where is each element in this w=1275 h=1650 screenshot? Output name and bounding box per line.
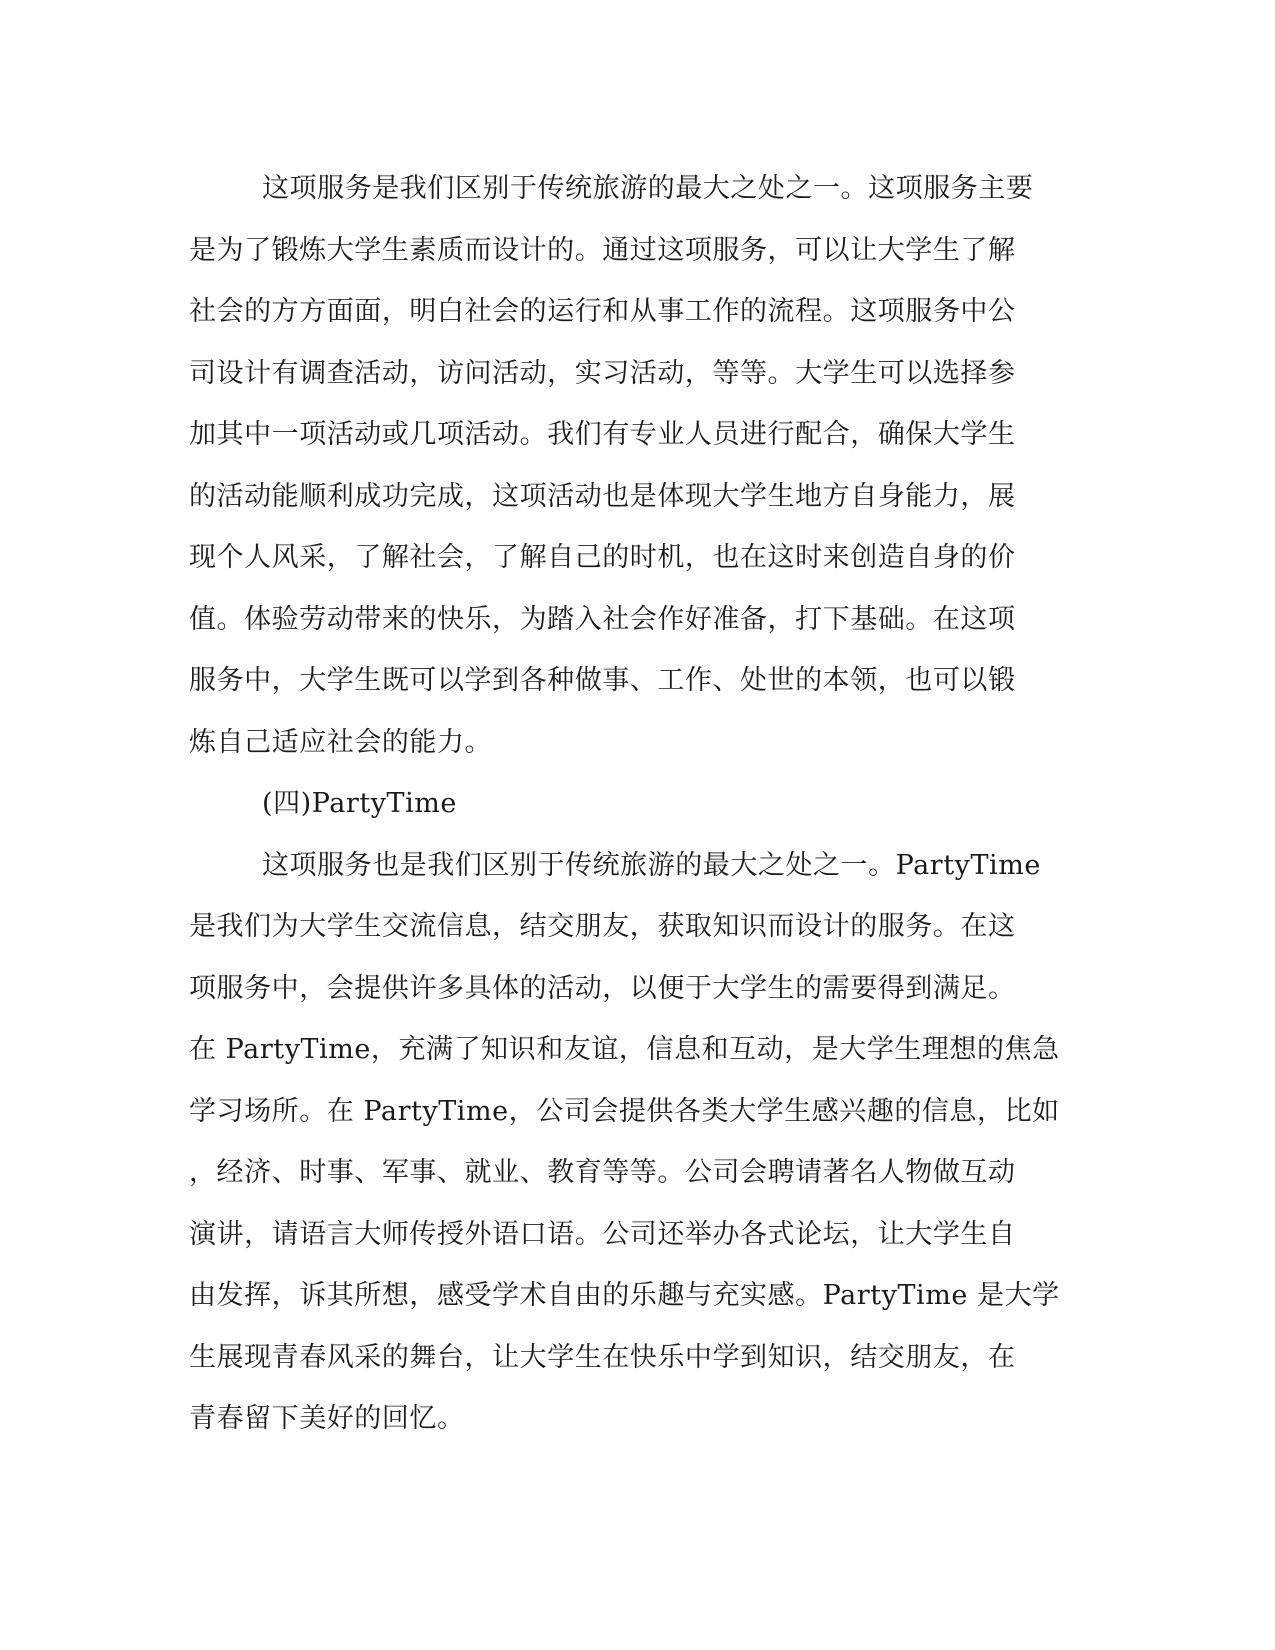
paragraph-line: 这项服务也是我们区别于传统旅游的最大之处之一。PartyTime <box>262 849 1041 881</box>
paragraph-line: 由发挥，诉其所想，感受学术自由的乐趣与充实感。PartyTime 是大学 <box>189 1280 1060 1311</box>
section-heading: (四)PartyTime <box>262 788 457 819</box>
paragraph-line: 司设计有调查活动，访问活动，实习活动，等等。大学生可以选择参 <box>189 357 1016 389</box>
paragraph-line: 生展现青春风采的舞台，让大学生在快乐中学到知识，结交朋友，在 <box>189 1341 1016 1373</box>
paragraph-line: 服务中，大学生既可以学到各种做事、工作、处世的本领，也可以锻 <box>189 665 1016 696</box>
paragraph-line: 现个人风采，了解社会，了解自己的时机，也在这时来创造自身的价 <box>189 542 1016 573</box>
paragraph-line: 演讲，请语言大师传授外语口语。公司还举办各式论坛，让大学生自 <box>189 1218 1016 1250</box>
paragraph-2 <box>189 835 1074 1450</box>
paragraph-line: ，经济、时事、军事、就业、教育等等。公司会聘请著名人物做互动 <box>189 1157 1016 1188</box>
paragraph-line: 学习场所。在 PartyTime，公司会提供各类大学生感兴趣的信息，比如 <box>189 1095 1060 1127</box>
paragraph-line: 在 PartyTime，充满了知识和友谊，信息和互动，是大学生理想的焦急 <box>189 1034 1060 1065</box>
paragraph-line: 炼自己适应社会的能力。 <box>189 726 493 758</box>
paragraph-line: 值。体验劳动带来的快乐，为踏入社会作好准备，打下基础。在这项 <box>189 603 1016 635</box>
paragraph-line: 是我们为大学生交流信息，结交朋友，获取知识而设计的服务。在这 <box>189 911 1016 942</box>
document-body <box>189 158 1074 1450</box>
paragraph-line: 项服务中，会提供许多具体的活动，以便于大学生的需要得到满足。 <box>189 972 1016 1004</box>
paragraph-line: 社会的方方面面，明白社会的运行和从事工作的流程。这项服务中公 <box>189 296 1016 327</box>
paragraph-line: 的活动能顺利成功完成，这项活动也是体现大学生地方自身能力，展 <box>189 480 1016 512</box>
paragraph-1 <box>189 158 1074 773</box>
paragraph-line: 青春留下美好的回忆。 <box>189 1403 465 1434</box>
paragraph-line: 这项服务是我们区别于传统旅游的最大之处之一。这项服务主要 <box>262 173 1034 204</box>
paragraph-line: 加其中一项活动或几项活动。我们有专业人员进行配合，确保大学生 <box>189 419 1016 450</box>
paragraph-line: 是为了锻炼大学生素质而设计的。通过这项服务，可以让大学生了解 <box>189 234 1016 266</box>
